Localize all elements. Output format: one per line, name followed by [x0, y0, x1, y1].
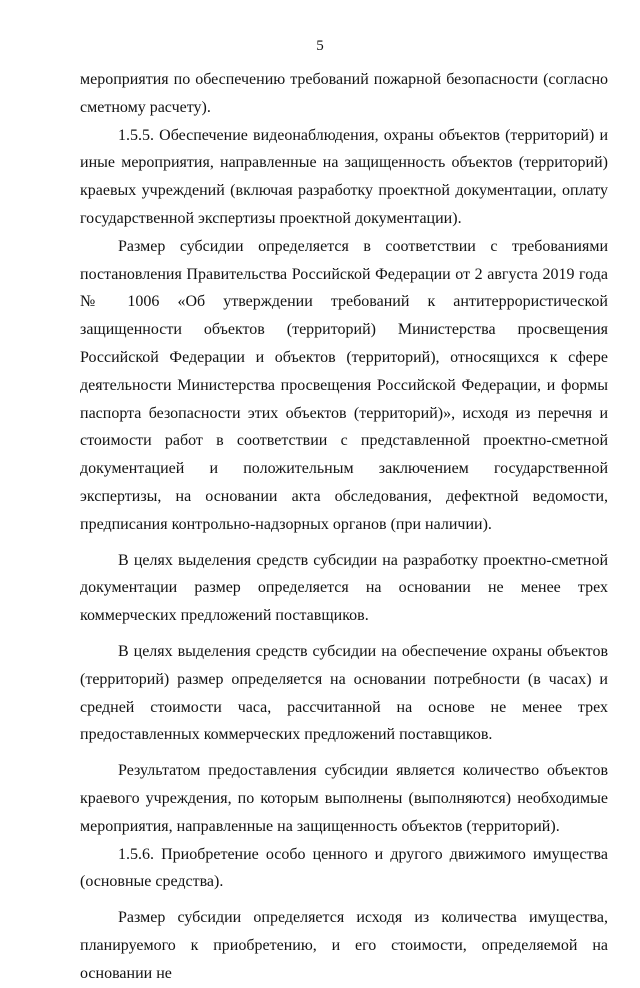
paragraph-subsidy-amount: Размер субсидии определяется в соответствии с требованиями постановления Правительства Российской Федерации от 2 августа 2019 года № 1006 «Об утверждении требований к антитеррористической защищенности объектов (территорий) Министерства просвещения Российской Федерации и объектов (территорий), относящихся к сфере деятельности Министерства просвещения Российской Федерации, и формы паспорта безопасности этих объектов (территорий)», исходя из перечня и стоимости работ в соответствии с представленной проектно-сметной документацией и положительным заключением государственной экспертизы, на основании акта обследования, дефектной ведомости, предписания контрольно-надзорных органов (при наличии).	[80, 237, 608, 533]
paragraph-subsidy-result: Результатом предоставления субсидии является количество объектов краевого учреждения, по которым выполнены (выполняются) необходимые мероприятия, направленные на защищенность объектов (территорий).	[80, 762, 608, 835]
paragraph-continuation: мероприятия по обеспечению требований пожарной безопасности (согласно сметному расчету).	[80, 71, 608, 116]
paragraph-property-amount: Размер субсидии определяется исходя из количества имущества, планируемого к приобретению, и его стоимости, определяемой на основании не	[80, 909, 608, 982]
document-body	[80, 66, 608, 988]
page-number: 5	[316, 38, 324, 54]
paragraph-item-1-5-6: 1.5.6. Приобретение особо ценного и другого движимого имущества (основные средства).	[80, 845, 608, 891]
paragraph-design-estimate: В целях выделения средств субсидии на разработку проектно-сметной документации размер определяется на основании не менее трех коммерческих предложений поставщиков.	[80, 551, 608, 625]
paragraph-item-1-5-5: 1.5.5. Обеспечение видеонаблюдения, охраны объектов (территорий) и иные мероприятия, направленные на защищенность объектов (территорий) краевых учреждений (включая разработку проектной документации, оплату государственной экспертизы проектной документации).	[80, 126, 608, 227]
paragraph-security-services: В целях выделения средств субсидии на обеспечение охраны объектов (территорий) размер определяется на основании потребности (в часах) и средней стоимости часа, рассчитанной на основе не менее трех предоставленных коммерческих предложений поставщиков.	[80, 642, 608, 744]
